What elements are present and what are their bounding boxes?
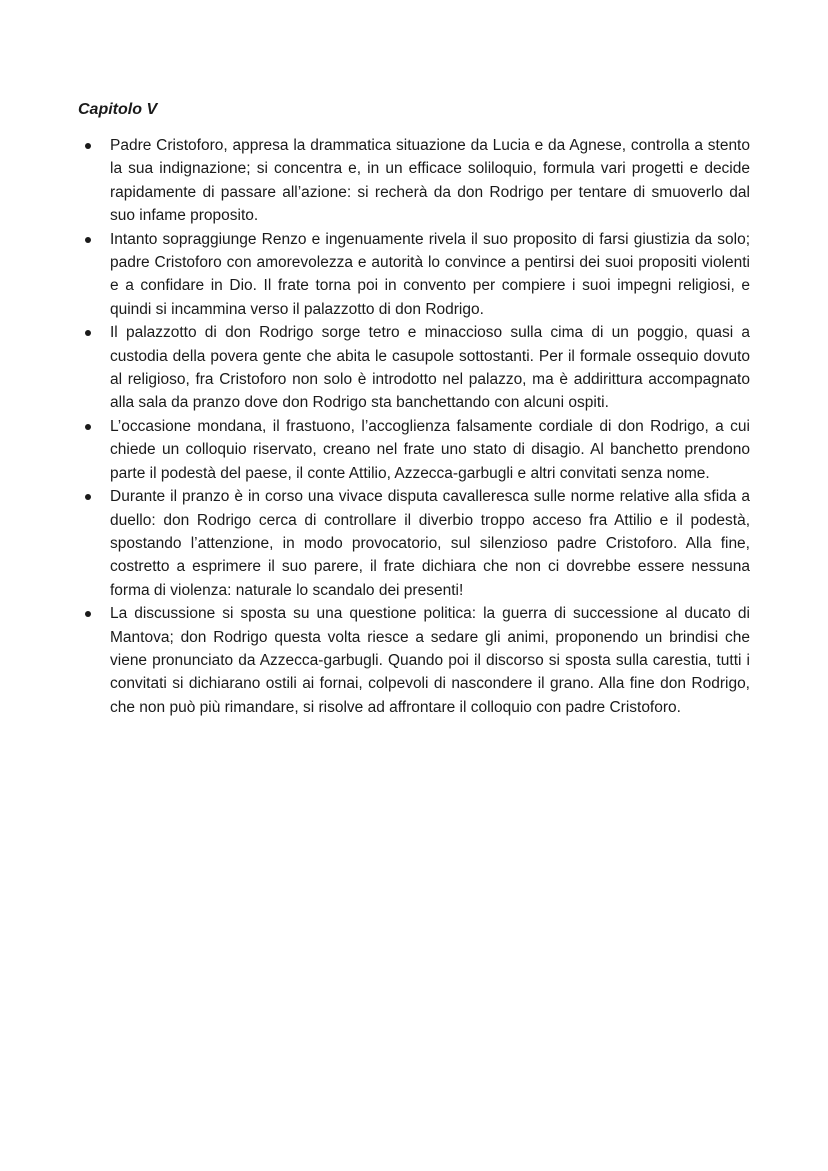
bullet-icon: [85, 143, 91, 149]
summary-bullet-list: [78, 134, 750, 719]
bullet-item-3: [78, 321, 750, 415]
bullet-item-6: [78, 602, 750, 719]
bullet-text: Durante il pranzo è in corso una vivace disputa cavalleresca sulle norme relative alla sfida a duello: don Rodrigo cerca di controllare il diverbio troppo acceso fra Attilio e il podestà, spostando l’attenzione, in modo provocatorio, sul silenzioso padre Cristoforo. Alla fine, costretto a esprimere il suo parere, il frate dichiara che non ci dovrebbe essere nessuna forma di violenza: naturale lo scandalo dei presenti!: [110, 488, 750, 599]
bullet-text: Padre Cristoforo, appresa la drammatica situazione da Lucia e da Agnese, controlla a stento la sua indignazione; si concentra e, in un efficace soliloquio, formula vari progetti e decide rapidamente di passare all’azione: si recherà da don Rodrigo per tentare di smuoverlo dal suo infame proposito.: [110, 137, 750, 225]
bullet-icon: [85, 494, 91, 500]
bullet-icon: [85, 330, 91, 336]
bullet-text: Intanto sopraggiunge Renzo e ingenuamente rivela il suo proposito di farsi giustizia da solo; padre Cristoforo con amorevolezza e autorità lo convince a pentirsi dei suoi propositi violenti e a confidare in Dio. Il frate torna poi in convento per compiere i suoi impegni religiosi, e quindi si incammina verso il palazzotto di don Rodrigo.: [110, 230, 750, 318]
bullet-icon: [85, 237, 91, 243]
bullet-text: Il palazzotto di don Rodrigo sorge tetro e minaccioso sulla cima di un poggio, quasi a custodia della povera gente che abita le casupole sottostanti. Per il formale ossequio dovuto al religioso, fra Cristoforo non solo è introdotto nel palazzo, ma è addirittura accompagnato alla sala da pranzo dove don Rodrigo sta banchettando con alcuni ospiti.: [110, 324, 750, 412]
bullet-icon: [85, 611, 91, 617]
bullet-text: La discussione si sposta su una questione politica: la guerra di successione al ducato di Mantova; don Rodrigo questa volta riesce a sedare gli animi, proponendo un brindisi che viene pronunciato da Azzecca-garbugli. Quando poi il discorso si sposta sulla carestia, tutti i convitati si dichiarano ostili ai fornai, colpevoli di nascondere il grano. Alla fine don Rodrigo, che non può più rimandare, si risolve ad affrontare il colloquio con padre Cristoforo.: [110, 605, 750, 716]
bullet-item-5: [78, 485, 750, 602]
bullet-item-1: [78, 134, 750, 228]
chapter-title: Capitolo V: [78, 101, 158, 118]
bullet-item-2: [78, 228, 750, 322]
bullet-item-4: [78, 415, 750, 485]
bullet-text: L’occasione mondana, il frastuono, l’accoglienza falsamente cordiale di don Rodrigo, a cui chiede un colloquio riservato, creano nel frate uno stato di disagio. Al banchetto prendono parte il podestà del paese, il conte Attilio, Azzecca-garbugli e altri convitati senza nome.: [110, 417, 750, 482]
bullet-icon: [85, 424, 91, 430]
